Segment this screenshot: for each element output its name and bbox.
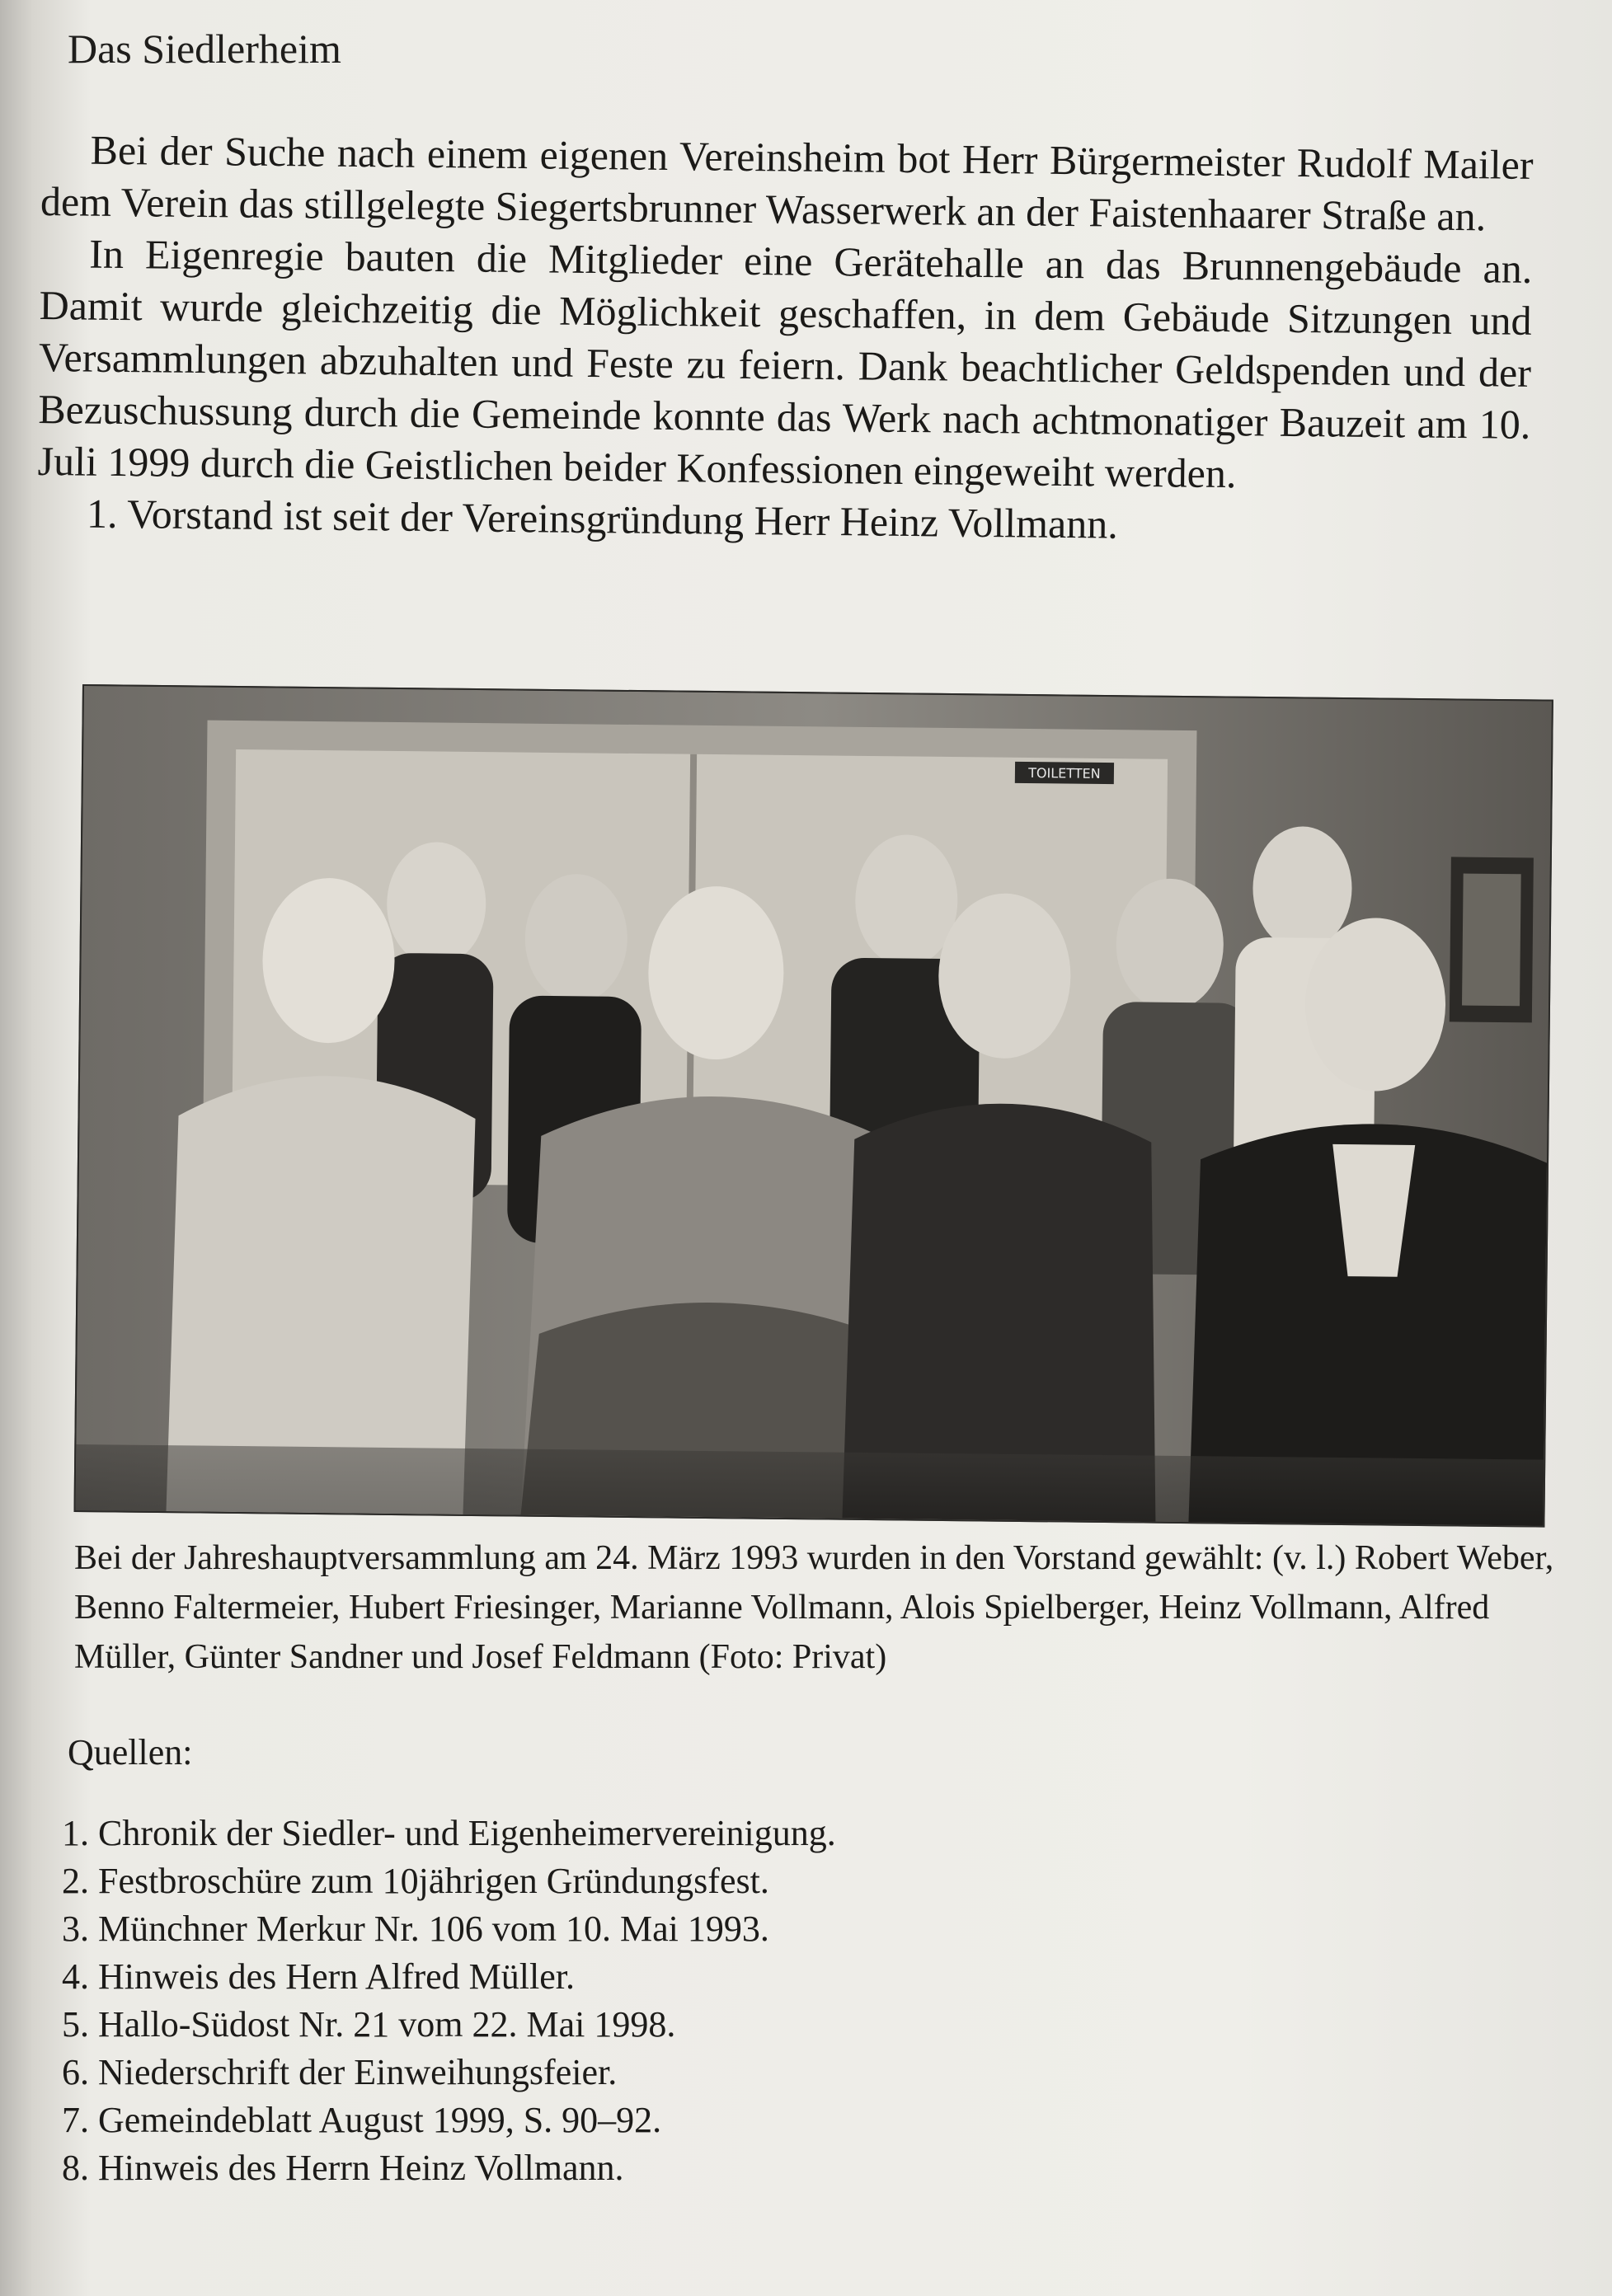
list-item: 6. Niederschrift der Einweihungsfeier. (62, 2052, 618, 2092)
group-photo (73, 684, 1553, 1528)
body-text (37, 124, 1534, 555)
list-item: 7. Gemeindeblatt August 1999, S. 90–92. (62, 2100, 662, 2140)
list-item: 1. Chronik der Siedler- und Eigenheimervereinigung. (62, 1813, 836, 1853)
list-item: 2. Festbroschüre zum 10jährigen Gründungsfest. (62, 1861, 769, 1901)
list-item: 4. Hinweis des Hern Alfred Müller. (62, 1956, 575, 1997)
toilet-sign-text: TOILETTEN (1028, 765, 1101, 782)
list-item: 5. Hallo-Südost Nr. 21 vom 22. Mai 1998. (62, 2004, 676, 2045)
sources-title: Quellen: (68, 1732, 193, 1772)
paragraph-3: 1. Vorstand ist seit der Vereinsgründung Herr Heinz Vollmann. (86, 490, 1119, 547)
section-heading: Das Siedlerheim (68, 26, 341, 72)
list-item: 8. Hinweis des Herrn Heinz Vollmann. (62, 2148, 624, 2188)
paragraph-1: Bei der Suche nach einem eigenen Vereinsheim bot Herr Bürgermeister Rudolf Mailer dem Verein das stillgelegte Siegertsbrunner Wasserwerk an der Faistenhaarer Straße an. (40, 126, 1534, 240)
list-item: 3. Münchner Merkur Nr. 106 vom 10. Mai 1993. (62, 1909, 769, 1949)
paragraph-2: In Eigenregie bauten die Mitglieder eine Gerätehalle an das Brunnengebäude an. Damit wurde gleichzeitig die Möglichkeit geschaffen, in dem Gebäude Sitzungen und Versammlungen abzuhalten und Feste zu feiern. Dank beachtlicher Geldspenden und der Bezuschussung durch die Gemeinde konnte das Werk nach achtmonatiger Bauzeit am 10. Juli 1999 durch die Geistlichen beider Konfessionen eingeweiht werden. (37, 230, 1533, 497)
sources-list (62, 1810, 836, 2192)
photo-caption: Bei der Jahreshauptversammlung am 24. März 1993 wurden in den Vorstand gewählt: (v. l.) Robert Weber, Benno Faltermeier, Hubert Friesinger, Marianne Vollmann, Alois Spielberger, Heinz Vollmann, Alfred Müller, Günter Sandner und Josef Feldmann (Foto: Privat) (74, 1539, 1554, 1676)
